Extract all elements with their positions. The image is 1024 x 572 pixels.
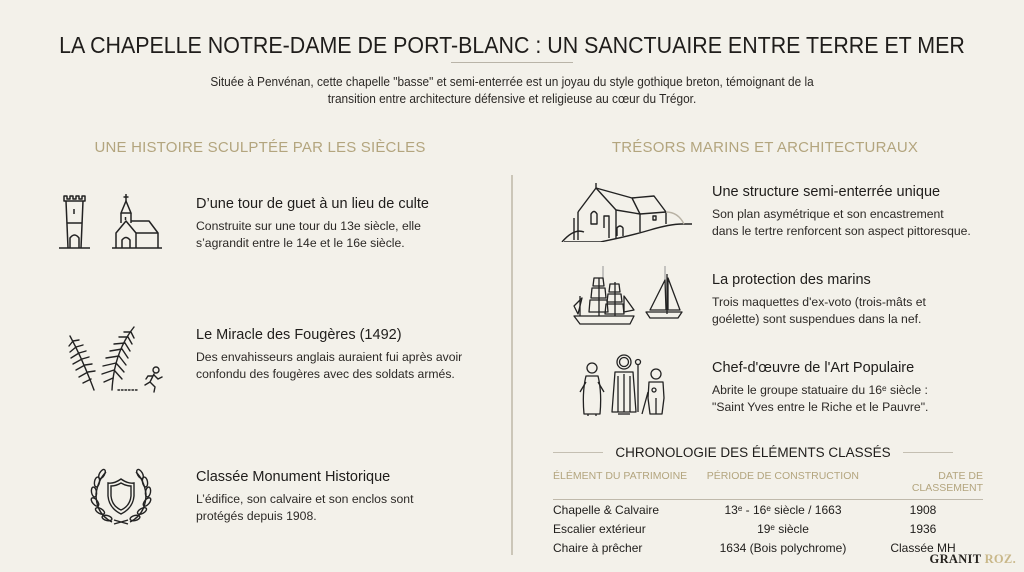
table-row — [553, 538, 983, 557]
table-row — [553, 500, 983, 519]
treasure-item-title: La protection des marins — [712, 272, 871, 288]
intro-line-1: Située à Penvénan, cette chapelle "basse" et semi-enterrée est un joyau du style gothique breton, témoignant de la — [210, 75, 814, 89]
votive-ships-icon — [570, 266, 684, 328]
brand-logo — [930, 552, 1016, 567]
intro-text — [172, 74, 853, 108]
table-header — [553, 470, 983, 500]
page-title: LA CHAPELLE NOTRE-DAME DE PORT-BLANC : UN SANCTUAIRE ENTRE TERRE ET MER — [59, 32, 965, 58]
chronology-title: CHRONOLOGIE DES ÉLÉMENTS CLASSÉS — [615, 444, 891, 460]
history-item-title: Classée Monument Historique — [196, 469, 391, 485]
treasure-item-desc-2: "Saint Yves entre le Riche et le Pauvre". — [712, 400, 929, 414]
history-item-desc-2: confondu des fougères avec des soldats armés. — [196, 367, 455, 381]
history-item-desc-1: Des envahisseurs anglais auraient fui après avoir — [196, 350, 463, 364]
ferns-and-running-man-icon — [68, 324, 164, 394]
column-header: PÉRIODE DE CONSTRUCTION — [706, 470, 859, 482]
tower-and-chapel-icon — [58, 193, 166, 251]
column-divider — [511, 175, 513, 555]
table-row — [553, 519, 983, 538]
treasure-item-title: Une structure semi-enterrée unique — [712, 184, 941, 200]
history-item-desc-1: L’édifice, son calvaire et son enclos sont — [196, 492, 414, 506]
semi-buried-chapel-icon — [560, 180, 692, 242]
treasure-item-desc-1: Abrite le groupe statuaire du 16ᵉ siècle : — [712, 383, 928, 397]
title-underline — [451, 62, 573, 63]
treasure-item-desc-2: goélette) sont suspendues dans la nef. — [712, 312, 922, 326]
chronology-table — [553, 470, 983, 557]
table-cell: 19ᵉ siècle — [757, 521, 809, 536]
treasure-item-desc-1: Son plan asymétrique et son encastrement — [712, 207, 944, 221]
treasure-item-desc-2: dans le tertre renforcent son aspect pittoresque. — [712, 224, 971, 238]
left-section-heading: UNE HISTOIRE SCULPTÉE PAR LES SIÈCLES — [94, 139, 426, 156]
history-item-title: Le Miracle des Fougères (1492) — [196, 327, 402, 343]
brand-part-2: ROZ. — [984, 552, 1016, 566]
chronology-heading — [553, 443, 953, 461]
intro-line-2: transition entre architecture défensive et religieuse au cœur du Trégor. — [327, 92, 697, 106]
heading-rule-right — [903, 452, 953, 453]
table-cell: Chapelle & Calvaire — [553, 502, 660, 517]
table-cell: Classée MH — [890, 540, 956, 555]
table-cell: Chaire à prêcher — [553, 540, 643, 555]
treasure-item-desc-1: Trois maquettes d'ex-voto (trois-mâts et — [712, 295, 926, 309]
table-cell: 1936 — [909, 521, 937, 536]
heading-rule-left — [553, 452, 603, 453]
table-cell: 1908 — [909, 502, 937, 517]
history-item-title: D’une tour de guet à un lieu de culte — [196, 196, 429, 212]
column-header: DATE DE CLASSEMENT — [911, 470, 984, 494]
history-item-desc-2: s’agrandit entre le 14e et le 16e siècle. — [196, 236, 405, 250]
statue-group-icon — [578, 352, 670, 418]
table-cell: 1634 (Bois polychrome) — [719, 540, 847, 555]
right-section-heading: TRÉSORS MARINS ET ARCHITECTURAUX — [611, 139, 919, 156]
history-item-desc-1: Construite sur une tour du 13e siècle, elle — [196, 219, 421, 233]
brand-part-1: GRANIT — [929, 552, 982, 566]
history-item-desc-2: protégés depuis 1908. — [196, 509, 317, 523]
column-header: ÉLÉMENT DU PATRIMOINE — [553, 470, 688, 482]
treasure-item-title: Chef-d'œuvre de l'Art Populaire — [712, 360, 915, 376]
laurel-shield-icon — [90, 466, 152, 526]
table-cell: 13ᵉ - 16ᵉ siècle / 1663 — [724, 502, 842, 517]
table-cell: Escalier extérieur — [553, 521, 646, 536]
